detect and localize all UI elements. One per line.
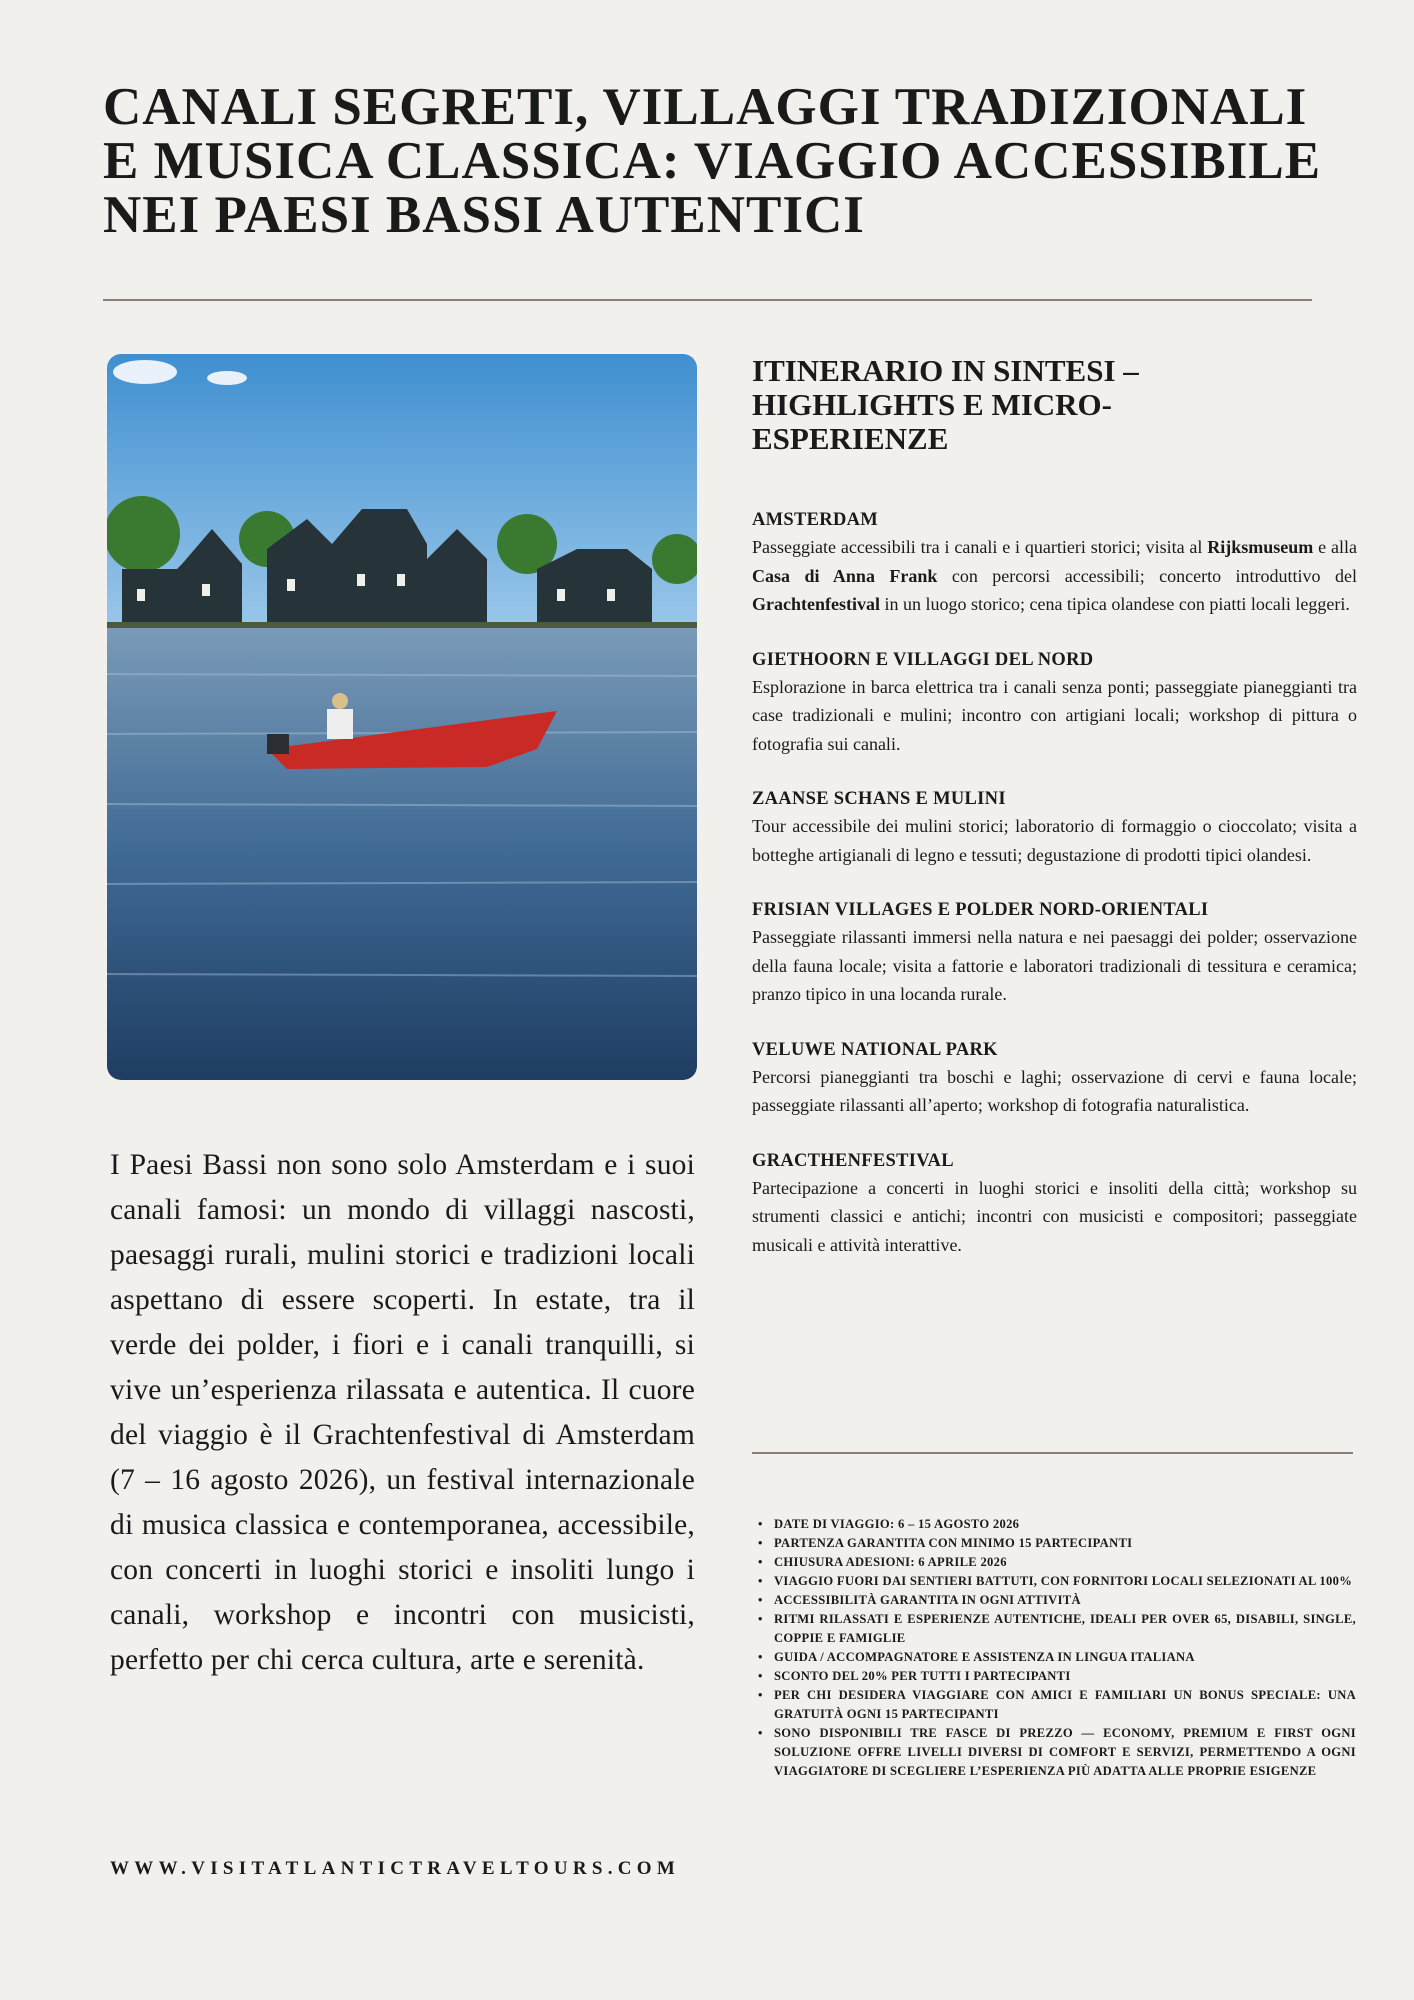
section-text: Passeggiate accessibili tra i canali e i quartieri storici; visita al Rijksmuseum e alla Casa di Anna Frank con percorsi accessibili; concerto introduttivo del Grachtenfestival in un luogo storico; cena tipica olandese con piatti locali leggeri. [752,537,1357,614]
section-heading: GIETHOORN E VILLAGGI DEL NORD [752,649,1094,670]
divider [752,1452,1353,1454]
itinerary-title: ITINERARIO IN SINTESI – HIGHLIGHTS E MICRO-ESPERIENZE [752,353,1139,456]
section-heading: AMSTERDAM [752,510,879,530]
page-title: CANALI SEGRETI, VILLAGGI TRADIZIONALI E MUSICA CLASSICA: VIAGGIO ACCESSIBILE NEI PAESI BASSI AUTENTICI [103,78,1322,244]
section-text: Passeggiate rilassanti immersi nella natura e nei paesaggi dei polder; osservazione della fauna locale; visita a fattorie e laboratori tradizionali di tessitura e ceramica; pranzo tipico in una locanda rurale. [752,927,1357,1004]
itinerary-section-amsterdam [752,508,1357,619]
list-item: • CHIUSURA ADESIONI: 6 APRILE 2026 [758,1553,1356,1572]
section-text: Esplorazione in barca elettrica tra i canali senza ponti; passeggiate pianeggianti tra case tradizionali e mulini; incontro con artigiani locali; workshop di pittura o fotografia sui canali. [752,676,1357,754]
itinerary-column [752,354,1357,1288]
list-item: • SONO DISPONIBILI TRE FASCE DI PREZZO — ECONOMY, PREMIUM E FIRST OGNI SOLUZIONE OFFRE LIVELLI DIVERSI DI COMFORT E SERVIZI, PERMETTENDO A OGNI VIAGGIATORE DI SCEGLIERE L’ESPERIENZA PIÙ ADATTA ALLE PROPRIE ESIGENZE [758,1724,1356,1781]
list-item: • PER CHI DESIDERA VIAGGIARE CON AMICI E FAMILIARI UN BONUS SPECIALE: UNA GRATUITÀ OGNI 15 PARTECIPANTI [758,1686,1356,1724]
section-text: Percorsi pianeggianti tra boschi e laghi; osservazione di cervi e fauna locale; passeggiate rilassanti all’aperto; workshop di fotografia naturalistica. [752,1066,1357,1115]
itinerary-section-giethoorn [752,648,1357,759]
section-text: Tour accessibile dei mulini storici; laboratorio di formaggio o cioccolato; visita a botteghe artigianali di legno e tessuti; degustazione di prodotti tipici olandesi. [752,816,1357,865]
list-item: • RITMI RILASSATI E ESPERIENZE AUTENTICHE, IDEALI PER OVER 65, DISABILI, SINGLE, COPPIE E FAMIGLIE [758,1610,1356,1648]
section-heading: FRISIAN VILLAGES E POLDER NORD-ORIENTALI [752,900,1209,920]
website-link[interactable]: WWW.VISITATLANTICTRAVELTOURS.COM [110,1858,681,1879]
list-item: • PARTENZA GARANTITA CON MINIMO 15 PARTECIPANTI [758,1534,1356,1553]
itinerary-section-veluwe [752,1038,1357,1120]
section-heading: ZAANSE SCHANS E MULINI [752,789,1006,809]
intro-paragraph: I Paesi Bassi non sono solo Amsterdam e i suoi canali famosi: un mondo di villaggi nascosti, paesaggi rurali, mulini storici e tradizioni locali aspettano di essere scoperti. In estate, tra il verde dei polder, i fiori e i canali tranquilli, si vive un’esperienza rilassata e autentica. Il cuore del viaggio è il Grachtenfestival di Amsterdam (7 – 16 agosto 2026), un festival internazionale di musica classica e contemporanea, accessibile, con concerti in luoghi storici e insoliti lungo i canali, workshop e incontri con musicisti, perfetto per chi cerca cultura, arte e serenità. [110,1149,695,1676]
list-item: • VIAGGIO FUORI DAI SENTIERI BATTUTI, CON FORNITORI LOCALI SELEZIONATI AL 100% [758,1572,1356,1591]
list-item: • SCONTO DEL 20% PER TUTTI I PARTECIPANTI [758,1667,1356,1686]
boat-on-canal-photo [107,354,697,1080]
section-text: Partecipazione a concerti in luoghi storici e insoliti della città; workshop su strumenti classici e antichi; incontri con musicisti e compositori; passeggiate musicali e attività interattive. [752,1177,1357,1255]
trip-details-list [758,1515,1356,1781]
itinerary-section-zaanse-schans [752,787,1357,869]
section-heading: GRACTHENFESTIVAL [752,1150,954,1171]
list-item: • DATE DI VIAGGIO: 6 – 15 AGOSTO 2026 [758,1515,1356,1534]
list-item: • GUIDA / ACCOMPAGNATORE E ASSISTENZA IN LINGUA ITALIANA [758,1648,1356,1667]
itinerary-section-frisian [752,898,1357,1009]
list-item: • ACCESSIBILITÀ GARANTITA IN OGNI ATTIVITÀ [758,1591,1356,1610]
divider [103,299,1312,301]
section-heading: VELUWE NATIONAL PARK [752,1039,998,1060]
itinerary-section-festival [752,1149,1357,1260]
